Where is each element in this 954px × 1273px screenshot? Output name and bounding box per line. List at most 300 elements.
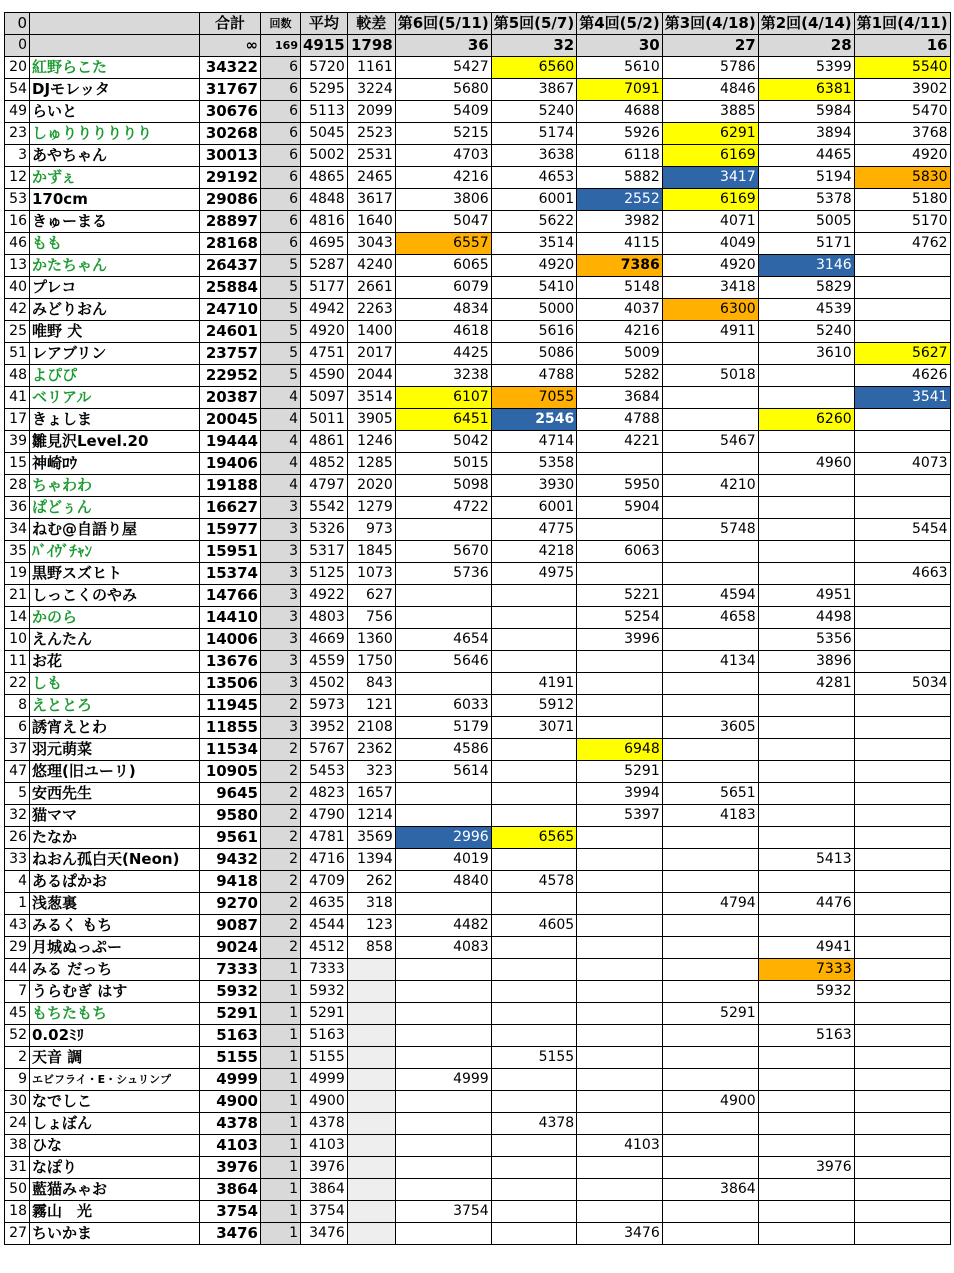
score-range-cell[interactable] [347,1113,395,1135]
average-score-cell[interactable]: 5326 [301,519,348,541]
row-id-cell[interactable]: 13 [5,255,30,277]
round-5-score-cell[interactable]: 3514 [491,233,577,255]
play-count-cell[interactable]: 6 [261,101,301,123]
round-4-score-cell[interactable] [577,1179,663,1201]
round-5-score-cell[interactable]: 6001 [491,189,577,211]
total-score-cell[interactable]: 16627 [200,497,261,519]
round-2-score-cell[interactable] [758,1201,854,1223]
round-6-score-cell[interactable]: 5670 [395,541,491,563]
round-6-score-cell[interactable]: 4999 [395,1069,491,1091]
average-score-cell[interactable]: 4900 [301,1091,348,1113]
total-score-cell[interactable]: 19406 [200,453,261,475]
round-2-score-cell[interactable] [758,1091,854,1113]
total-score-cell[interactable]: 14766 [200,585,261,607]
row-id-cell[interactable]: 47 [5,761,30,783]
round-2-score-cell[interactable] [758,827,854,849]
play-count-cell[interactable]: 6 [261,123,301,145]
round-6-score-cell[interactable]: 6107 [395,387,491,409]
round-2-score-cell[interactable]: 3976 [758,1157,854,1179]
round-2-score-cell[interactable]: 4281 [758,673,854,695]
player-name-cell[interactable]: ねむ@自語り屋 [30,519,200,541]
round-5-score-cell[interactable] [491,1179,577,1201]
round-3-score-cell[interactable] [662,453,758,475]
player-name-cell[interactable]: 紅野らこた [30,57,200,79]
round-1-score-cell[interactable] [854,1113,950,1135]
round-5-score-cell[interactable] [491,651,577,673]
average-score-cell[interactable]: 4669 [301,629,348,651]
play-count-cell[interactable]: 6 [261,57,301,79]
player-name-cell[interactable]: あやちゃん [30,145,200,167]
play-count-cell[interactable]: 4 [261,387,301,409]
score-range-cell[interactable]: 2044 [347,365,395,387]
round-1-score-cell[interactable] [854,409,950,431]
play-count-cell[interactable]: 3 [261,607,301,629]
round-6-score-cell[interactable] [395,1179,491,1201]
total-score-cell[interactable]: 9580 [200,805,261,827]
round-3-score-cell[interactable] [662,1025,758,1047]
round-3-score-cell[interactable] [662,959,758,981]
row-id-cell[interactable]: 34 [5,519,30,541]
round-1-score-cell[interactable]: 4762 [854,233,950,255]
header-round-4-cell[interactable]: 第4回(5/2) [577,13,663,35]
summary-round-2-cell[interactable]: 28 [758,35,854,57]
round-2-score-cell[interactable]: 3896 [758,651,854,673]
total-score-cell[interactable]: 20387 [200,387,261,409]
row-id-cell[interactable]: 4 [5,871,30,893]
summary-name-cell[interactable] [30,35,200,57]
player-name-cell[interactable]: 天音 調 [30,1047,200,1069]
round-3-score-cell[interactable] [662,1135,758,1157]
round-6-score-cell[interactable]: 6033 [395,695,491,717]
round-3-score-cell[interactable]: 3885 [662,101,758,123]
score-range-cell[interactable] [347,981,395,1003]
average-score-cell[interactable]: 5542 [301,497,348,519]
round-2-score-cell[interactable]: 7333 [758,959,854,981]
total-score-cell[interactable]: 3976 [200,1157,261,1179]
round-5-score-cell[interactable] [491,739,577,761]
round-4-score-cell[interactable] [577,937,663,959]
round-5-score-cell[interactable]: 4975 [491,563,577,585]
summary-round-5-cell[interactable]: 32 [491,35,577,57]
average-score-cell[interactable]: 4751 [301,343,348,365]
average-score-cell[interactable]: 5932 [301,981,348,1003]
player-name-cell[interactable]: 霧山 光 [30,1201,200,1223]
round-2-score-cell[interactable] [758,563,854,585]
round-6-score-cell[interactable]: 5614 [395,761,491,783]
play-count-cell[interactable]: 2 [261,915,301,937]
round-1-score-cell[interactable]: 4920 [854,145,950,167]
row-id-cell[interactable]: 31 [5,1157,30,1179]
round-3-score-cell[interactable]: 4794 [662,893,758,915]
round-1-score-cell[interactable] [854,1047,950,1069]
round-4-score-cell[interactable]: 4037 [577,299,663,321]
round-1-score-cell[interactable] [854,475,950,497]
average-score-cell[interactable]: 4790 [301,805,348,827]
play-count-cell[interactable]: 2 [261,783,301,805]
total-score-cell[interactable]: 5291 [200,1003,261,1025]
row-id-cell[interactable]: 21 [5,585,30,607]
score-range-cell[interactable]: 2017 [347,343,395,365]
average-score-cell[interactable]: 4823 [301,783,348,805]
round-5-score-cell[interactable]: 4605 [491,915,577,937]
play-count-cell[interactable]: 4 [261,453,301,475]
score-range-cell[interactable]: 2099 [347,101,395,123]
round-2-score-cell[interactable] [758,1179,854,1201]
player-name-cell[interactable]: しっこくのやみ [30,585,200,607]
average-score-cell[interactable]: 5317 [301,541,348,563]
row-id-cell[interactable]: 16 [5,211,30,233]
average-score-cell[interactable]: 5287 [301,255,348,277]
player-name-cell[interactable]: ﾊﾞｲｳﾞﾁｬﾝ [30,541,200,563]
header-total-cell[interactable]: 合計 [200,13,261,35]
score-range-cell[interactable]: 262 [347,871,395,893]
average-score-cell[interactable]: 4861 [301,431,348,453]
round-1-score-cell[interactable] [854,937,950,959]
round-6-score-cell[interactable]: 5047 [395,211,491,233]
round-1-score-cell[interactable] [854,805,950,827]
round-4-score-cell[interactable]: 5254 [577,607,663,629]
round-6-score-cell[interactable] [395,805,491,827]
round-6-score-cell[interactable]: 4425 [395,343,491,365]
average-score-cell[interactable]: 4502 [301,673,348,695]
player-name-cell[interactable]: えんたん [30,629,200,651]
round-1-score-cell[interactable] [854,629,950,651]
average-score-cell[interactable]: 4816 [301,211,348,233]
round-6-score-cell[interactable]: 5098 [395,475,491,497]
header-round-6-cell[interactable]: 第6回(5/11) [395,13,491,35]
total-score-cell[interactable]: 5163 [200,1025,261,1047]
player-name-cell[interactable]: きゅーまる [30,211,200,233]
round-6-score-cell[interactable] [395,1003,491,1025]
round-1-score-cell[interactable]: 4663 [854,563,950,585]
total-score-cell[interactable]: 30676 [200,101,261,123]
average-score-cell[interactable]: 4797 [301,475,348,497]
round-6-score-cell[interactable]: 4722 [395,497,491,519]
score-range-cell[interactable]: 318 [347,893,395,915]
round-5-score-cell[interactable] [491,937,577,959]
round-4-score-cell[interactable] [577,915,663,937]
score-range-cell[interactable] [347,1223,395,1245]
round-2-score-cell[interactable] [758,1003,854,1025]
score-range-cell[interactable] [347,1025,395,1047]
total-score-cell[interactable]: 7333 [200,959,261,981]
player-name-cell[interactable]: プレコ [30,277,200,299]
round-5-score-cell[interactable] [491,805,577,827]
score-range-cell[interactable]: 1657 [347,783,395,805]
total-score-cell[interactable]: 23757 [200,343,261,365]
total-score-cell[interactable]: 25884 [200,277,261,299]
player-name-cell[interactable]: ぱどぅん [30,497,200,519]
round-5-score-cell[interactable] [491,585,577,607]
round-2-score-cell[interactable] [758,739,854,761]
total-score-cell[interactable]: 4900 [200,1091,261,1113]
play-count-cell[interactable]: 2 [261,805,301,827]
row-id-cell[interactable]: 30 [5,1091,30,1113]
round-1-score-cell[interactable] [854,783,950,805]
score-range-cell[interactable]: 1750 [347,651,395,673]
row-id-cell[interactable]: 11 [5,651,30,673]
round-1-score-cell[interactable]: 3541 [854,387,950,409]
round-5-score-cell[interactable]: 4653 [491,167,577,189]
round-4-score-cell[interactable] [577,673,663,695]
play-count-cell[interactable]: 3 [261,497,301,519]
round-5-score-cell[interactable] [491,1003,577,1025]
round-5-score-cell[interactable] [491,1135,577,1157]
summary-round-6-cell[interactable]: 36 [395,35,491,57]
score-range-cell[interactable]: 973 [347,519,395,541]
round-5-score-cell[interactable]: 6560 [491,57,577,79]
play-count-cell[interactable]: 4 [261,409,301,431]
play-count-cell[interactable]: 1 [261,1223,301,1245]
round-6-score-cell[interactable] [395,959,491,981]
score-range-cell[interactable]: 4240 [347,255,395,277]
average-score-cell[interactable]: 5002 [301,145,348,167]
play-count-cell[interactable]: 2 [261,739,301,761]
score-range-cell[interactable]: 2108 [347,717,395,739]
round-2-score-cell[interactable] [758,1223,854,1245]
average-score-cell[interactable]: 7333 [301,959,348,981]
round-1-score-cell[interactable] [854,1179,950,1201]
score-range-cell[interactable]: 3043 [347,233,395,255]
score-range-cell[interactable]: 1285 [347,453,395,475]
round-1-score-cell[interactable] [854,849,950,871]
round-6-score-cell[interactable]: 5015 [395,453,491,475]
score-range-cell[interactable]: 3617 [347,189,395,211]
row-id-cell[interactable]: 25 [5,321,30,343]
round-4-score-cell[interactable]: 6948 [577,739,663,761]
play-count-cell[interactable]: 6 [261,145,301,167]
header-count-cell[interactable]: 回数 [261,13,301,35]
round-3-score-cell[interactable] [662,761,758,783]
round-2-score-cell[interactable]: 4465 [758,145,854,167]
score-range-cell[interactable]: 1394 [347,849,395,871]
player-name-cell[interactable]: うらむぎ はす [30,981,200,1003]
play-count-cell[interactable]: 5 [261,299,301,321]
round-3-score-cell[interactable] [662,1157,758,1179]
round-4-score-cell[interactable] [577,981,663,1003]
average-score-cell[interactable]: 4103 [301,1135,348,1157]
average-score-cell[interactable]: 5011 [301,409,348,431]
player-name-cell[interactable]: 月城ぬっぷー [30,937,200,959]
round-3-score-cell[interactable]: 3605 [662,717,758,739]
round-2-score-cell[interactable] [758,497,854,519]
round-5-score-cell[interactable]: 4578 [491,871,577,893]
round-2-score-cell[interactable] [758,805,854,827]
round-3-score-cell[interactable] [662,739,758,761]
player-name-cell[interactable]: 170cm [30,189,200,211]
round-6-score-cell[interactable] [395,893,491,915]
row-id-cell[interactable]: 29 [5,937,30,959]
play-count-cell[interactable]: 1 [261,1201,301,1223]
play-count-cell[interactable]: 3 [261,541,301,563]
total-score-cell[interactable]: 24710 [200,299,261,321]
row-id-cell[interactable]: 8 [5,695,30,717]
round-3-score-cell[interactable] [662,849,758,871]
row-id-cell[interactable]: 9 [5,1069,30,1091]
round-3-score-cell[interactable] [662,673,758,695]
round-5-score-cell[interactable] [491,1091,577,1113]
round-2-score-cell[interactable] [758,541,854,563]
row-id-cell[interactable]: 26 [5,827,30,849]
round-1-score-cell[interactable] [854,1135,950,1157]
play-count-cell[interactable]: 2 [261,827,301,849]
score-range-cell[interactable]: 3224 [347,79,395,101]
round-3-score-cell[interactable]: 5467 [662,431,758,453]
round-1-score-cell[interactable] [854,695,950,717]
round-6-score-cell[interactable]: 4586 [395,739,491,761]
average-score-cell[interactable]: 4942 [301,299,348,321]
round-3-score-cell[interactable] [662,1113,758,1135]
row-id-cell[interactable]: 45 [5,1003,30,1025]
total-score-cell[interactable]: 30013 [200,145,261,167]
round-1-score-cell[interactable]: 3902 [854,79,950,101]
player-name-cell[interactable]: 雛見沢Level.20 [30,431,200,453]
row-id-cell[interactable]: 36 [5,497,30,519]
round-4-score-cell[interactable]: 5148 [577,277,663,299]
row-id-cell[interactable]: 44 [5,959,30,981]
round-3-score-cell[interactable]: 4183 [662,805,758,827]
total-score-cell[interactable]: 15977 [200,519,261,541]
round-5-score-cell[interactable] [491,783,577,805]
round-3-score-cell[interactable] [662,871,758,893]
player-name-cell[interactable]: しゅりりりりりり [30,123,200,145]
round-2-score-cell[interactable]: 5378 [758,189,854,211]
score-range-cell[interactable]: 1400 [347,321,395,343]
round-2-score-cell[interactable]: 5932 [758,981,854,1003]
round-4-score-cell[interactable] [577,453,663,475]
total-score-cell[interactable]: 22952 [200,365,261,387]
round-5-score-cell[interactable]: 2546 [491,409,577,431]
average-score-cell[interactable]: 5097 [301,387,348,409]
round-5-score-cell[interactable]: 5616 [491,321,577,343]
row-id-cell[interactable]: 28 [5,475,30,497]
round-3-score-cell[interactable]: 4900 [662,1091,758,1113]
player-name-cell[interactable]: 誘宵えとわ [30,717,200,739]
round-3-score-cell[interactable] [662,1201,758,1223]
round-1-score-cell[interactable] [854,321,950,343]
round-6-score-cell[interactable]: 6557 [395,233,491,255]
total-score-cell[interactable]: 34322 [200,57,261,79]
average-score-cell[interactable]: 3864 [301,1179,348,1201]
round-2-score-cell[interactable]: 5413 [758,849,854,871]
round-4-score-cell[interactable] [577,651,663,673]
round-1-score-cell[interactable]: 4626 [854,365,950,387]
round-5-score-cell[interactable]: 7055 [491,387,577,409]
round-6-score-cell[interactable] [395,783,491,805]
round-3-score-cell[interactable] [662,1223,758,1245]
score-range-cell[interactable]: 3514 [347,387,395,409]
round-1-score-cell[interactable]: 5170 [854,211,950,233]
round-6-score-cell[interactable]: 4482 [395,915,491,937]
round-4-score-cell[interactable]: 3982 [577,211,663,233]
round-4-score-cell[interactable]: 4788 [577,409,663,431]
score-range-cell[interactable]: 2020 [347,475,395,497]
round-4-score-cell[interactable]: 5397 [577,805,663,827]
round-1-score-cell[interactable] [854,299,950,321]
round-3-score-cell[interactable]: 5786 [662,57,758,79]
round-5-score-cell[interactable]: 5410 [491,277,577,299]
play-count-cell[interactable]: 1 [261,1047,301,1069]
round-6-score-cell[interactable] [395,1113,491,1135]
round-2-score-cell[interactable] [758,871,854,893]
play-count-cell[interactable]: 5 [261,365,301,387]
score-range-cell[interactable]: 121 [347,695,395,717]
round-2-score-cell[interactable] [758,475,854,497]
round-4-score-cell[interactable]: 5291 [577,761,663,783]
round-2-score-cell[interactable] [758,387,854,409]
row-id-cell[interactable]: 7 [5,981,30,1003]
average-score-cell[interactable]: 5453 [301,761,348,783]
total-score-cell[interactable]: 26437 [200,255,261,277]
round-6-score-cell[interactable] [395,1091,491,1113]
round-2-score-cell[interactable]: 6381 [758,79,854,101]
round-4-score-cell[interactable] [577,563,663,585]
round-2-score-cell[interactable] [758,1135,854,1157]
round-6-score-cell[interactable]: 6079 [395,277,491,299]
round-5-score-cell[interactable]: 6001 [491,497,577,519]
header-round-1-cell[interactable]: 第1回(4/11) [854,13,950,35]
player-name-cell[interactable]: みどりおん [30,299,200,321]
total-score-cell[interactable]: 11855 [200,717,261,739]
round-2-score-cell[interactable]: 3610 [758,343,854,365]
score-range-cell[interactable]: 2263 [347,299,395,321]
header-round-3-cell[interactable]: 第3回(4/18) [662,13,758,35]
round-5-score-cell[interactable] [491,607,577,629]
round-1-score-cell[interactable] [854,607,950,629]
score-range-cell[interactable] [347,959,395,981]
round-4-score-cell[interactable]: 6063 [577,541,663,563]
round-4-score-cell[interactable]: 4221 [577,431,663,453]
play-count-cell[interactable]: 3 [261,651,301,673]
round-1-score-cell[interactable] [854,541,950,563]
round-3-score-cell[interactable] [662,1069,758,1091]
play-count-cell[interactable]: 1 [261,1157,301,1179]
round-5-score-cell[interactable]: 4378 [491,1113,577,1135]
row-id-cell[interactable]: 20 [5,57,30,79]
row-id-cell[interactable]: 52 [5,1025,30,1047]
player-name-cell[interactable]: みるく もち [30,915,200,937]
play-count-cell[interactable]: 3 [261,519,301,541]
round-5-score-cell[interactable]: 5086 [491,343,577,365]
round-4-score-cell[interactable]: 5221 [577,585,663,607]
round-2-score-cell[interactable] [758,1113,854,1135]
play-count-cell[interactable]: 6 [261,189,301,211]
round-3-score-cell[interactable]: 5748 [662,519,758,541]
round-4-score-cell[interactable] [577,519,663,541]
round-5-score-cell[interactable]: 3867 [491,79,577,101]
play-count-cell[interactable]: 1 [261,1003,301,1025]
round-6-score-cell[interactable] [395,1025,491,1047]
total-score-cell[interactable]: 9561 [200,827,261,849]
row-id-cell[interactable]: 33 [5,849,30,871]
average-score-cell[interactable]: 4559 [301,651,348,673]
round-6-score-cell[interactable] [395,673,491,695]
round-2-score-cell[interactable]: 3146 [758,255,854,277]
header-round-5-cell[interactable]: 第5回(5/7) [491,13,577,35]
summary-round-1-cell[interactable]: 16 [854,35,950,57]
round-2-score-cell[interactable] [758,695,854,717]
round-1-score-cell[interactable] [854,255,950,277]
round-1-score-cell[interactable] [854,585,950,607]
round-6-score-cell[interactable]: 5646 [395,651,491,673]
round-3-score-cell[interactable]: 4658 [662,607,758,629]
play-count-cell[interactable]: 1 [261,1025,301,1047]
score-range-cell[interactable]: 2465 [347,167,395,189]
round-2-score-cell[interactable] [758,519,854,541]
score-range-cell[interactable] [347,1157,395,1179]
round-3-score-cell[interactable]: 6291 [662,123,758,145]
round-4-score-cell[interactable]: 5904 [577,497,663,519]
